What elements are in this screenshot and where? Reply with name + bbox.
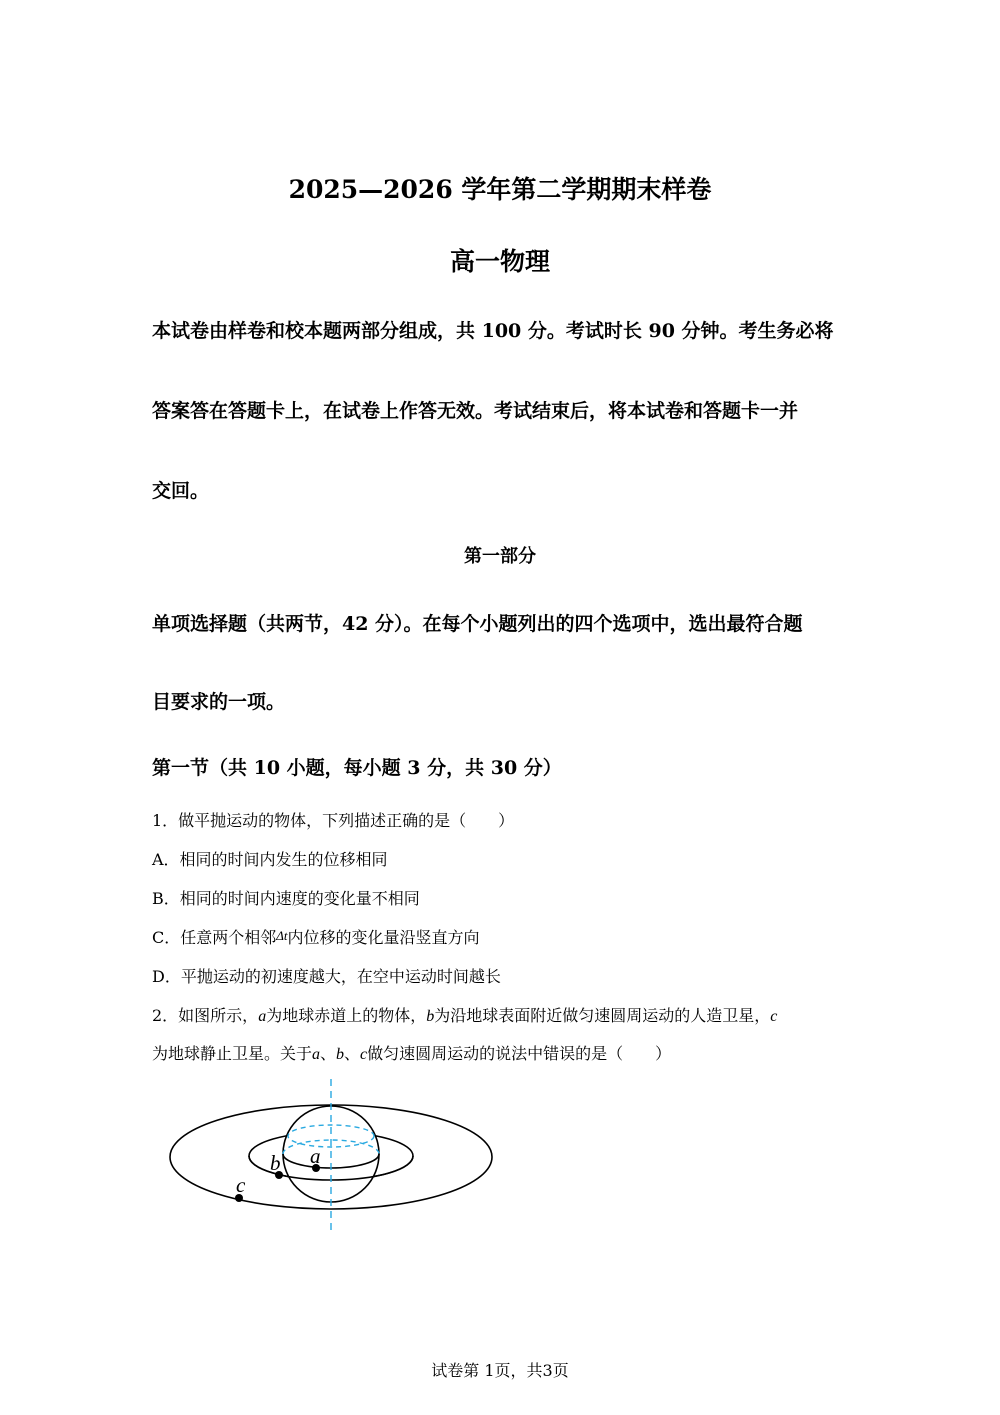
part-title: 第一部分 (464, 546, 536, 567)
q2-text: 为沿地球表面附近做匀速圆周运动的人造卫星， (434, 1006, 771, 1025)
option-c-text-post: 内位移的变化量沿竖直方向 (287, 928, 480, 947)
q2-text: 做匀速圆周运动的说法中错误的是（ ） (367, 1044, 672, 1063)
intro-line-3: 交回。 (152, 480, 210, 502)
question-2-stem-line-2 (152, 1041, 671, 1064)
subject-title: 高一物理 (449, 247, 550, 276)
q2-text: 为地球静止卫星。关于 (152, 1044, 313, 1063)
label-b: b (270, 1151, 281, 1175)
intro-line-2: 答案答在答题卡上，在试卷上作答无效。考试结束后，将本试卷和答题卡一并 (152, 400, 799, 422)
satellite-orbit-figure (160, 1075, 505, 1240)
q2-var-c: c (360, 1046, 368, 1063)
question-1-stem: 1．做平抛运动的物体，下列描述正确的是（ ） (152, 811, 515, 830)
question-1-option-b: B．相同的时间内速度的变化量不相同 (152, 889, 420, 908)
label-c: c (236, 1173, 246, 1197)
q2-var-b: b (426, 1008, 435, 1025)
q2-text: 2．如图所示， (152, 1006, 259, 1025)
exam-title: 2025—2026 学年第二学期期末样卷 (288, 175, 712, 204)
question-2-stem-line-1 (152, 1003, 777, 1026)
delta-t-symbol: Δt (276, 928, 288, 943)
q2-var-b: b (336, 1046, 345, 1063)
question-1-option-c (152, 925, 480, 948)
intro-line-1: 本试卷由样卷和校本题两部分组成，共 100 分。考试时长 90 分钟。考生务必将 (152, 320, 834, 342)
page-footer: 试卷第 1页，共3页 (431, 1361, 569, 1380)
q2-var-a: a (312, 1046, 321, 1063)
label-a: a (310, 1144, 321, 1168)
question-1-option-d: D．平抛运动的初速度越大，在空中运动时间越长 (152, 967, 501, 986)
q2-separator: 、 (344, 1044, 361, 1063)
section-title: 第一节（共 10 小题，每小题 3 分，共 30 分） (152, 757, 562, 779)
q2-separator: 、 (320, 1044, 337, 1063)
q2-var-a: a (258, 1008, 267, 1025)
q2-var-c: c (770, 1008, 778, 1025)
option-c-text-pre: C．任意两个相邻 (152, 928, 277, 947)
part-instruction-line-1: 单项选择题（共两节，42 分）。在每个小题列出的四个选项中，选出最符合题 (152, 613, 803, 635)
part-instruction-line-2: 目要求的一项。 (152, 691, 286, 713)
question-1-option-a: A．相同的时间内发生的位移相同 (152, 850, 388, 869)
q2-text: 为地球赤道上的物体， (266, 1006, 427, 1025)
